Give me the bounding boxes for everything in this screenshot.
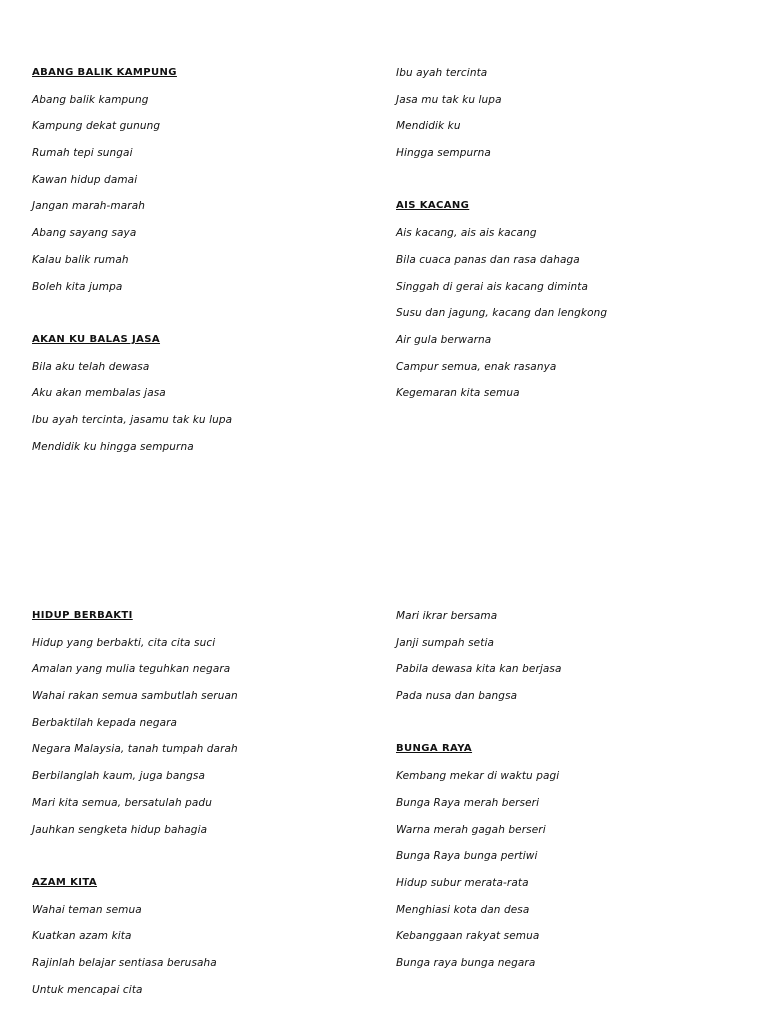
poem-title: AZAM KITA bbox=[32, 876, 98, 888]
poem-line: Singgah di gerai ais kacang diminta bbox=[396, 280, 589, 293]
poem-line: Jauhkan sengketa hidup bahagia bbox=[32, 823, 208, 836]
poem-line: Pabila dewasa kita kan berjasa bbox=[396, 663, 562, 676]
page2-left-column bbox=[32, 603, 372, 1003]
poem-line: Amalan yang mulia teguhkan negara bbox=[32, 663, 231, 676]
poem-line: Kegemaran kita semua bbox=[396, 387, 520, 400]
poem-line: Jasa mu tak ku lupa bbox=[396, 93, 502, 106]
poem-line: Air gula berwarna bbox=[396, 333, 492, 346]
poem-line: Mendidik ku hingga sempurna bbox=[32, 440, 194, 453]
poem-line: Rajinlah belajar sentiasa berusaha bbox=[32, 956, 217, 969]
poem-line: Bunga Raya merah berseri bbox=[396, 796, 540, 809]
poem-line: Kalau balik rumah bbox=[32, 253, 129, 266]
poem-line: Ais kacang, ais ais kacang bbox=[396, 227, 537, 240]
poem-line: Berbilanglah kaum, juga bangsa bbox=[32, 770, 205, 783]
poem-line: Campur semua, enak rasanya bbox=[396, 360, 557, 373]
poem-line: Kebanggaan rakyat semua bbox=[396, 930, 540, 943]
poem-title: AKAN KU BALAS JASA bbox=[32, 333, 161, 345]
poem-line: Kembang mekar di waktu pagi bbox=[396, 770, 560, 783]
poem-line: Kawan hidup damai bbox=[32, 173, 138, 186]
poem-line: Abang balik kampung bbox=[32, 93, 149, 106]
poem-line: Mari ikrar bersama bbox=[396, 610, 498, 622]
poem-title: ABANG BALIK KAMPUNG bbox=[32, 67, 177, 78]
poem-line: Pada nusa dan bangsa bbox=[396, 690, 518, 703]
poem-line: Janji sumpah setia bbox=[396, 636, 495, 649]
poem-line: Jangan marah-marah bbox=[32, 200, 146, 213]
poem-line: Mari kita semua, bersatulah padu bbox=[32, 796, 212, 809]
poem-line: Warna merah gagah berseri bbox=[396, 823, 546, 836]
poem-line: Bunga raya bunga negara bbox=[396, 956, 536, 969]
poem-line: Wahai teman semua bbox=[32, 903, 142, 916]
poem-line: Ibu ayah tercinta, jasamu tak ku lupa bbox=[32, 413, 233, 426]
poem-line: Bunga Raya bunga pertiwi bbox=[396, 850, 538, 863]
poem-line: Untuk mencapai cita bbox=[32, 983, 143, 996]
poem-line: Menghiasi kota dan desa bbox=[396, 903, 530, 916]
poem-line: Hidup subur merata-rata bbox=[396, 876, 529, 889]
poem-title: AIS KACANG bbox=[396, 200, 470, 212]
page1-right-column bbox=[396, 60, 736, 407]
poem-line: Wahai rakan semua sambutlah seruan bbox=[32, 690, 238, 703]
page1-left-column bbox=[32, 60, 372, 460]
poem-line: Hingga sempurna bbox=[396, 147, 491, 160]
poem-line: Kampung dekat gunung bbox=[32, 120, 161, 133]
poem-line: Rumah tepi sungai bbox=[32, 147, 133, 160]
poem-line: Bila aku telah dewasa bbox=[32, 360, 150, 373]
page2-right-column bbox=[396, 603, 736, 977]
poem-line: Susu dan jagung, kacang dan lengkong bbox=[396, 307, 608, 320]
poem-line: Bila cuaca panas dan rasa dahaga bbox=[396, 253, 580, 266]
poem-title: BUNGA RAYA bbox=[396, 743, 473, 755]
poem-line: Boleh kita jumpa bbox=[32, 280, 123, 293]
poem-line: Hidup yang berbakti, cita cita suci bbox=[32, 636, 216, 649]
poem-title: HIDUP BERBAKTI bbox=[32, 610, 133, 621]
poem-line: Kuatkan azam kita bbox=[32, 930, 132, 943]
poem-line: Abang sayang saya bbox=[32, 227, 137, 240]
poem-line: Aku akan membalas jasa bbox=[32, 387, 166, 400]
poem-line: Negara Malaysia, tanah tumpah darah bbox=[32, 743, 238, 756]
poem-line: Ibu ayah tercinta bbox=[396, 67, 488, 79]
poem-line: Berbaktilah kepada negara bbox=[32, 716, 178, 729]
poem-line: Mendidik ku bbox=[396, 120, 461, 133]
